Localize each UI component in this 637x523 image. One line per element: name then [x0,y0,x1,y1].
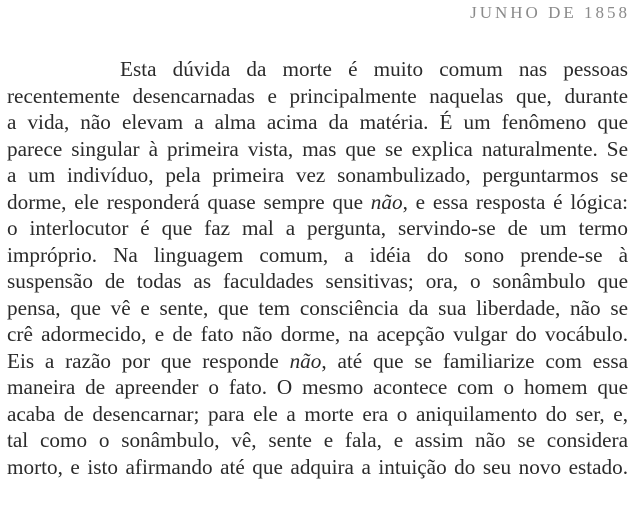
paragraph [7,56,628,480]
text-line: maneira de apreender o fato. O mesmo acontece com o homem que [7,375,628,399]
text-span: , e essa resposta é lógica: [402,189,628,214]
emphasis-word: não [289,348,322,373]
text-line: recentemente desencarnadas e principalmente naquelas que, durante [7,83,628,108]
text-line: pensa, que vê e sente, que tem consciência da sua liberdade, não se [7,295,628,320]
text-span: Eis a razão por que responde [7,348,290,373]
text-span: dorme, ele responderá quase sempre que [7,189,371,214]
text-line: acaba de desencarnar; para ele a morte era o aniquilamento do ser, e, [7,401,628,426]
text-line: a vida, não elevam a alma acima da matéria. É um fenômeno que [7,110,628,134]
text-line: morto, e isto afirmando até que adquira a intuição do seu novo estado. [7,454,628,479]
text-line: suspensão de todas as faculdades sensitivas; ora, o sonâmbulo que [7,269,628,293]
emphasis-word: não [370,189,403,214]
text-line: tal como o sonâmbulo, vê, sente e fala, e assim não se considera [7,428,628,452]
text-line: impróprio. Na linguagem comum, a idéia do sono prende-se à [7,242,628,267]
running-header: JUNHO DE 1858 [470,3,630,22]
text-line [7,189,628,216]
text-line [7,348,628,375]
text-line: Esta dúvida da morte é muito comum nas pessoas [120,57,628,81]
text-line: crê adormecido, e de fato não dorme, na acepção vulgar do vocábulo. [7,322,628,346]
text-line: parece singular à primeira vista, mas que se explica naturalmente. Se [7,136,628,161]
text-line: a um indivíduo, pela primeira vez sonambulizado, perguntarmos se [7,163,628,187]
text-span: , até que se familiarize com essa [321,348,628,373]
text-line: o interlocutor é que faz mal a pergunta, servindo-se de um termo [7,216,628,240]
